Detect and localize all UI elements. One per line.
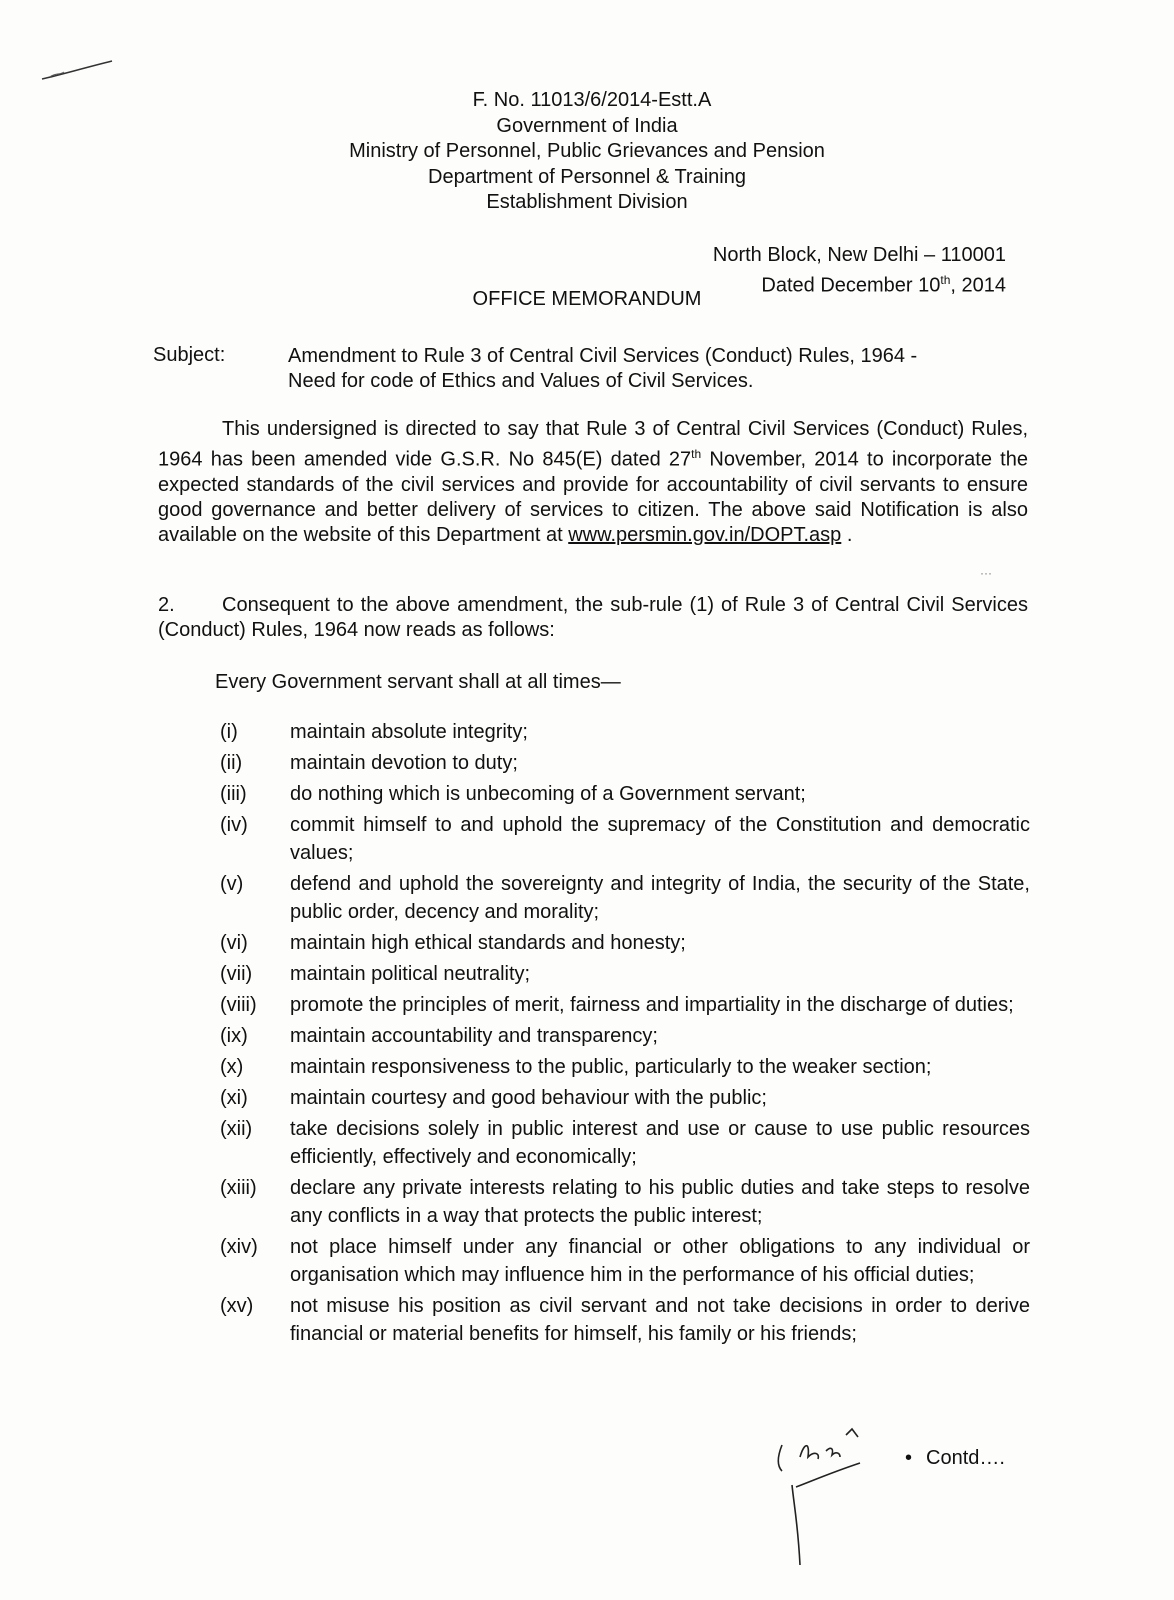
rule-text: promote the principles of merit, fairness and impartiality in the discharge of duties; <box>290 994 1014 1016</box>
rule-item <box>220 1292 1030 1348</box>
memo-title: OFFICE MEMORANDUM <box>472 288 702 310</box>
pen-mark <box>40 55 120 85</box>
rule-item <box>220 1053 1030 1081</box>
rule-item <box>220 1022 1030 1050</box>
signature <box>760 1425 880 1575</box>
government-name: Government of India <box>496 114 678 137</box>
rule-item <box>220 1115 1030 1171</box>
subject-text <box>288 344 1028 394</box>
address: North Block, New Delhi – 110001 <box>712 244 1006 266</box>
rule-text: maintain high ethical standards and honesty; <box>290 932 686 954</box>
rule-number: (xiv) <box>220 1236 258 1258</box>
rule-text: not misuse his position as civil servant and not take decisions in order to derive financial or material benefits for himself, his family or his friends; <box>290 1295 1030 1345</box>
ministry-name: Ministry of Personnel, Public Grievances and Pension <box>349 140 825 162</box>
rule-text: defend and uphold the sovereignty and integrity of India, the security of the State, public order, decency and morality; <box>290 873 1030 923</box>
rule-text: maintain devotion to duty; <box>290 752 518 774</box>
rule-item <box>220 929 1030 957</box>
rule-item <box>220 780 1030 808</box>
rules-intro: Every Government servant shall at all times— <box>215 671 621 693</box>
rule-number: (i) <box>220 721 238 743</box>
letterhead <box>0 88 1174 216</box>
rule-number: (v) <box>220 873 244 895</box>
rule-text: maintain absolute integrity; <box>290 721 528 743</box>
paragraph-2 <box>158 593 1028 643</box>
rule-text: maintain political neutrality; <box>290 963 531 985</box>
department-name: Department of Personnel & Training <box>428 165 746 188</box>
rule-number: (ii) <box>220 752 243 774</box>
date-prefix: Dated December 10 <box>761 274 941 297</box>
rule-text: maintain responsiveness to the public, particularly to the weaker section; <box>290 1056 932 1078</box>
paragraph-2-text: Consequent to the above amendment, the sub-rule (1) of Rule 3 of Central Civil Services (Conduct) Rules, 1964 now reads as follows: <box>158 594 1028 641</box>
paragraph-1-text-c: . <box>841 523 853 546</box>
rule-number: (ix) <box>220 1025 248 1047</box>
rule-number: (vi) <box>220 932 248 954</box>
subject-line-2: Need for code of Ethics and Values of Civil Services. <box>288 370 754 392</box>
rule-number: (vii) <box>220 963 253 985</box>
rule-number: (xv) <box>220 1295 254 1317</box>
rule-number: (xii) <box>220 1118 253 1140</box>
rule-item <box>220 811 1030 867</box>
rule-number: (xiii) <box>220 1177 257 1199</box>
rule-item <box>220 870 1030 926</box>
date-suffix: , 2014 <box>950 274 1006 297</box>
continued-text: Contd…. <box>926 1447 1005 1469</box>
rule-text: do nothing which is unbecoming of a Government servant; <box>290 783 806 805</box>
bullet-dot: • <box>905 1447 913 1469</box>
rule-item <box>220 718 1030 746</box>
subject-label: Subject: <box>153 344 226 366</box>
subject-line-1: Amendment to Rule 3 of Central Civil Services (Conduct) Rules, 1964 - <box>288 345 918 367</box>
stray-dots: ··· <box>980 566 992 580</box>
rule-text: declare any private interests relating to his public duties and take steps to resolve any conflicts in a way that protects the public interest; <box>290 1177 1030 1227</box>
rule-text: not place himself under any financial or other obligations to any individual or organisation which may influence him in the performance of his official duties; <box>290 1236 1030 1286</box>
rule-number: (xi) <box>220 1087 248 1109</box>
division-name: Establishment Division <box>486 191 688 213</box>
rule-number: (x) <box>220 1056 244 1078</box>
rule-item <box>220 1174 1030 1230</box>
rule-item <box>220 1233 1030 1289</box>
rule-number: (viii) <box>220 994 257 1016</box>
website-link[interactable]: www.persmin.gov.in/DOPT.asp <box>568 523 842 546</box>
rule-item <box>220 991 1030 1019</box>
file-number: F. No. 11013/6/2014-Estt.A <box>472 89 712 111</box>
rules-list <box>220 718 1030 1351</box>
continued-note <box>905 1447 1005 1470</box>
date-superscript: th <box>940 273 951 287</box>
paragraph-1 <box>158 417 1028 548</box>
rule-text: maintain courtesy and good behaviour with the public; <box>290 1087 767 1109</box>
rule-number: (iii) <box>220 783 247 805</box>
rule-text: maintain accountability and transparency; <box>290 1025 658 1047</box>
rule-item <box>220 1084 1030 1112</box>
rule-item <box>220 749 1030 777</box>
paragraph-2-number: 2. <box>158 594 175 616</box>
paragraph-1-text-a: This undersigned is directed to say that Rule 3 of Central Civil Services (Conduct) Rules, 1964 has been amended vide G.S.R. No 845(E) dated 27 <box>158 418 1028 471</box>
paragraph-1-text-b: November, 2014 to incorporate the expected standards of the civil services and provide for accountability of civil servants to ensure good governance and better delivery of services to citizen. The above said Notification is also available on the website of this Department at <box>158 448 1028 546</box>
rule-text: take decisions solely in public interest and use or cause to use public resources efficiently, effectively and economically; <box>290 1118 1030 1168</box>
rule-text: commit himself to and uphold the supremacy of the Constitution and democratic values; <box>290 814 1030 864</box>
rule-item <box>220 960 1030 988</box>
rule-number: (iv) <box>220 814 248 836</box>
paragraph-1-superscript: th <box>691 447 702 461</box>
